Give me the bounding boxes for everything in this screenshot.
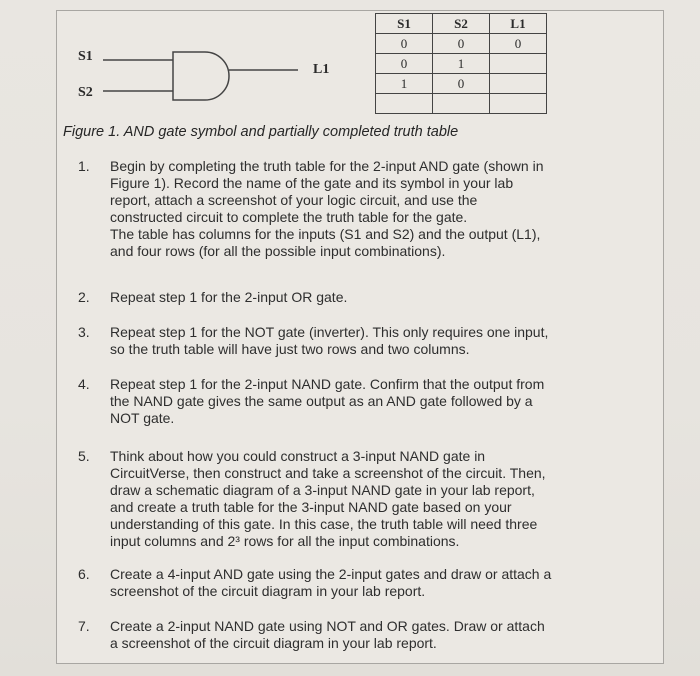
step-text: Begin by completing the truth table for the 2-input AND gate (shown in Figure 1). Record the name of the gate and its symbol in your lab report, attach a screenshot of your logic circuit, and use the constructed circuit to complete the truth table for the gate. The table has columns for the inputs (S1 and S2) and the output (L1), and four rows (for all the possible input combinations). [110, 158, 544, 259]
step-number: 2. [78, 289, 90, 305]
header-l1: L1 [490, 14, 547, 34]
input-s2-label: S2 [78, 85, 93, 100]
step-text: Create a 4-input AND gate using the 2-input gates and draw or attach a screenshot of the circuit diagram in your lab report. [110, 566, 552, 599]
input-s1-label: S1 [78, 49, 93, 64]
cell [490, 54, 547, 74]
cell [490, 74, 547, 94]
step-text: Repeat step 1 for the 2-input OR gate. [110, 289, 348, 305]
cell: 0 [376, 54, 433, 74]
cell [376, 94, 433, 114]
header-s1: S1 [376, 14, 433, 34]
table-row [376, 54, 547, 74]
cell: 0 [490, 34, 547, 54]
cell: 0 [433, 74, 490, 94]
table-row [376, 34, 547, 54]
step-number: 6. [78, 566, 90, 582]
step-number: 7. [78, 618, 90, 634]
figure-1 [0, 0, 700, 120]
step-number: 3. [78, 324, 90, 340]
and-gate-icon [173, 52, 229, 100]
cell [490, 94, 547, 114]
cell: 1 [433, 54, 490, 74]
output-l1-label: L1 [313, 62, 330, 77]
step-text: Think about how you could construct a 3-input NAND gate in CircuitVerse, then construct and take a screenshot of the circuit. Then, draw a schematic diagram of a 3-input NAND gate in your lab report, and create a truth table for the 3-input NAND gate based on your understanding of this gate. In this case, the truth table will need three input columns and 2³ rows for all the input combinations. [110, 448, 546, 549]
table-row [376, 94, 547, 114]
step-number: 1. [78, 158, 90, 174]
step-text: Repeat step 1 for the 2-input NAND gate. Confirm that the output from the NAND gate gives the same output as an AND gate followed by a NOT gate. [110, 376, 545, 426]
table-row [376, 74, 547, 94]
step-text: Repeat step 1 for the NOT gate (inverter). This only requires one input, so the truth table will have just two rows and two columns. [110, 324, 549, 357]
cell: 1 [376, 74, 433, 94]
figure-caption: Figure 1. AND gate symbol and partially completed truth table [63, 124, 459, 140]
step-number: 4. [78, 376, 90, 392]
truth-table [375, 13, 547, 114]
cell: 0 [433, 34, 490, 54]
truth-table-header [376, 14, 547, 34]
header-s2: S2 [433, 14, 490, 34]
step-text: Create a 2-input NAND gate using NOT and OR gates. Draw or attach a screenshot of the circuit diagram in your lab report. [110, 618, 545, 651]
step-number: 5. [78, 448, 90, 464]
cell: 0 [376, 34, 433, 54]
and-gate-diagram [0, 0, 700, 120]
cell [433, 94, 490, 114]
